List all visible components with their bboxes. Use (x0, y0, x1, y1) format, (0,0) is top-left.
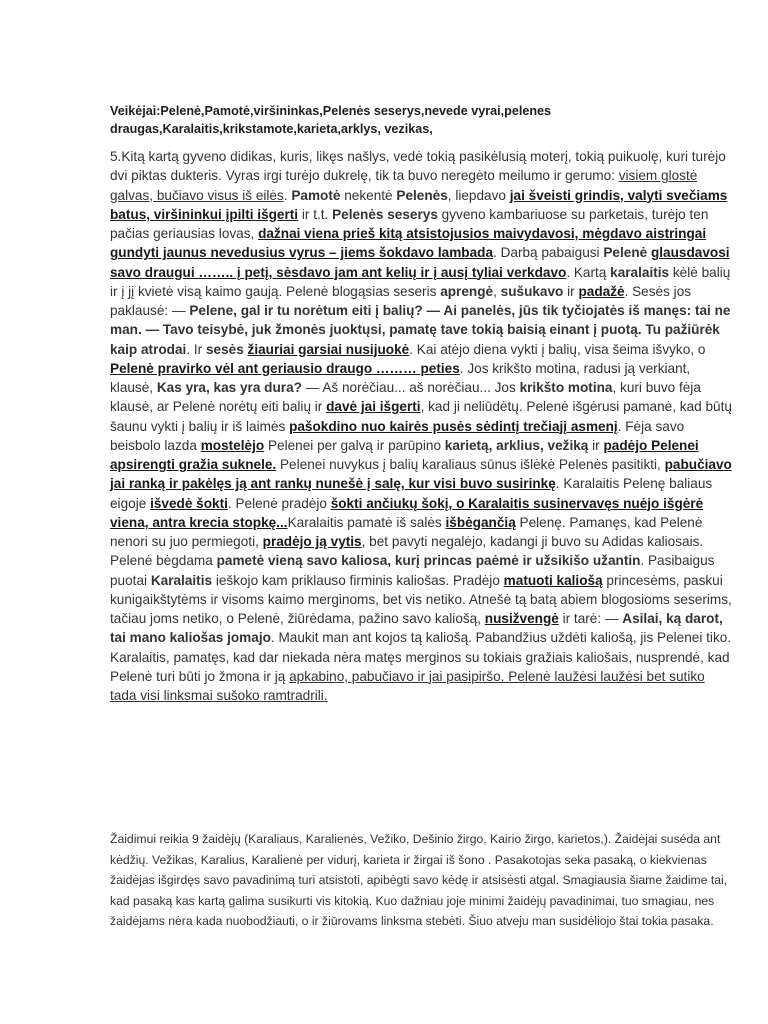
story-run: , kad ji neliūdėtų. Pelenė išgėrusi pamanė, kad būtų šaunu vykti į balių ir iš laimės (110, 399, 732, 434)
story-run: glausdavosi savo draugui …….. į petį, sėsdavo jam ant kelių ir į ausį tyliai verkdavo (110, 245, 730, 280)
story-run: . Ir (186, 341, 206, 357)
story-run: Pelenės (396, 187, 448, 203)
story-run: . (283, 187, 292, 203)
story-run: . Maukit man ant kojos tą kaliošą. Pabandžius uždėti kaliošą, jis Pelenei tiko. Karalaitis, pamatęs, kad dar niekada nėra matęs merginos su tokiais gražiais kaliošais, nusprendė, kad Pelenė turi būti jo žmona ir ją (110, 630, 732, 684)
story-run: ir (588, 437, 604, 453)
story-run: sesės (205, 341, 244, 357)
story-run: . Sesės jos paklausė: — (110, 283, 692, 318)
story-run: . Karalaitis Pelenę baliaus eigoje (110, 476, 713, 511)
story-run: šokti ančiukų šokį, o Karalaitis susinervavęs nuėjo išgėrė viena, antra krecia stopkę... (110, 495, 704, 530)
story-run: , bet pavyti negalėjo, kadangi ji buvo su Adidas kaliosais. Pelenė bėgdama (110, 534, 704, 569)
story-run: Asilai, ką darot, tai mano kaliošas jomajo (110, 611, 723, 646)
story-run: ir tarė: — (558, 611, 623, 626)
story-run: . Darbą pabaigusi (493, 245, 604, 261)
story-run: kėlė balių ir į jį kvietė visą kaimo gaują. Pelenė blogąsias seseris (110, 264, 731, 299)
story-run: Pelenę. Pamanęs, kad Pelenė nenori su juo permiegoti, (110, 514, 703, 549)
story-run: nekentė (340, 187, 397, 203)
story-run: mostelėjo (200, 437, 265, 453)
story-run: ir (563, 283, 579, 299)
story-run: , kuri buvo fėja klausė, ar Pelenė norėtų eiti balių ir (110, 380, 701, 415)
story-run: davė jai išgerti (326, 399, 421, 415)
story-run: pametė vieną savo kaliosa, kurį princas paėmė ir užsikišo užantin (216, 553, 641, 569)
story-run: . Kai atėjo diena vykti į balių, visa šeima išvyko, o (409, 341, 706, 357)
story-run: Pelenė (603, 245, 648, 261)
story-run: sušukavo (500, 283, 564, 299)
story-run: gyveno kambariuose su parketais, turėjo ten pačias geriausias lovas, (110, 206, 709, 241)
characters-heading: Veikėjai:Pelenė,Pamotė,viršininkas,Pelenės seserys,nevede vyrai,pelenes draugas,Karalaitis,krikstamote,karieta,arklys, vezikas, (110, 104, 552, 136)
story-run: Pelene, gal ir tu norėtum eiti į balių? — Ai panelės, jūs tik tyčiojatės iš manęs: tai ne man. — Tavo teisybė, juk žmonės juoktųsi, pamatę tave tokią baisią einant į puotą. Tu pažiūrėk kaip atrodai (110, 303, 731, 357)
story-run: . Fėja savo beisbolo lazda (110, 418, 685, 453)
story-paragraph (110, 147, 732, 705)
story-run: nusižvengė (484, 611, 559, 626)
story-run: , liepdavo (447, 187, 510, 203)
story-run: ir t.t. (298, 206, 333, 222)
story-run: karalaitis (610, 264, 670, 280)
story-run: dažnai viena prieš kitą atsistojusios maivydavosi, mėgdavo aistringai gundyti jaunus nevedusius vyrus – jiems šokdavo lambada (110, 226, 707, 261)
story-run: padažė (578, 283, 625, 299)
story-run: žiauriai garsiai nusijuokė (247, 341, 410, 357)
story-run: Pelenės seserys (332, 206, 438, 222)
story-run: jai šveisti grindis, valyti svečiams batus, viršininkui įpilti išgerti (110, 187, 728, 222)
story-run: . Pelenė pradėjo (227, 495, 331, 511)
story-run: Pamotė (291, 187, 341, 203)
story-run: visiem glostė galvas, bučiavo visus iš eilės (110, 168, 698, 203)
story-run: Pelenei per galvą ir parūpino (264, 437, 445, 453)
story-run: pabučiavo jai ranką ir pakėlęs ją ant rankų nunešė į salę, kur visi buvo susirinkę (110, 457, 732, 492)
story-run: padėjo Pelenei apsirengti gražia suknele. (110, 437, 699, 472)
story-run: matuoti kaliošą (503, 572, 603, 588)
story-run: . Pasibaigus puotai (110, 553, 715, 588)
story-run: Karalaitis (150, 572, 213, 588)
story-run: apkabino, pabučiavo ir jai pasipiršo. Pelenė laužėsi laužėsi bet sutiko tada visi linksmai sušoko ramtradrili. (110, 668, 705, 703)
story-run: princesėms, paskui kunigaikštytėms ir visoms kaimo merginoms, bet vis netiko. Atnešė tą batą abiem blogosioms seserims, tačiau joms netiko, o Pelenė, žiūrėdama, pažino savo kaliošą, (110, 572, 732, 626)
story-run: aprengė (440, 283, 494, 299)
story-run: krikšto motina (519, 380, 613, 395)
game-rules-paragraph: Žaidimui reikia 9 žaidėjų (Karaliaus, Karalienės, Vežiko, Dešinio žirgo, Kairio žirgo, karietos,). Žaidėjai suséda ant kėdžių. Vežikas, Karalius, Karalienė per vidurį, karieta ir žirgai iš šono . Pasakotojas seka pasaką, o kiekvienas žaidėjas išgirdęs savo pavadinimą turi atsistoti, apibėgti savo kėdę ir atsisėsti atgal. Smagiausia šiame žaidime tai, kad pasaką kas kartą galima susikurti vis kitokią. Kuo dažniau joje minimi žaidėjų pavadinimai, tuo smagiau, nes žaidėjams nėra kada nuobodžiauti, o ir žiūrovams linksma stebėti. Šiuo atveju man susidėliojo štai tokia pasaka. (110, 832, 728, 929)
story-run: išvedė šokti (150, 495, 228, 511)
story-run: . Jos krikšto motina, radusi ją verkiant, klausė, (110, 360, 691, 395)
story-run: 5.Kitą kartą gyveno didikas, kuris, likęs našlys, vedė tokią pasikėlusią moterį, tokią puikuolę, kuri turėjo dvi piktas dukteris. Vyras irgi turėjo dukrelę, tik ta buvo neregėto meilumo ir gerumo: (110, 149, 726, 184)
story-run: , (493, 283, 501, 299)
story-run: pašokdino nuo kairės pusės sėdintį trečiajį asmenį (289, 418, 618, 434)
story-run: . Kartą (566, 264, 611, 280)
story-run: pradėjo ją vytis (262, 534, 362, 549)
story-run: Kas yra, kas yra dura? (156, 380, 302, 395)
story-run: Pelenė pravirko vėl ant geriausio draugo ……… peties (110, 360, 460, 376)
story-run: — Aš norėčiau... aš norėčiau... Jos (301, 380, 520, 395)
story-run: išbėgančią (445, 514, 516, 530)
story-run: karietą, arklius, vežiką (444, 437, 589, 453)
story-run: Pelenei nuvykus į balių karaliaus sūnus išlėkė Pelenės pasitikti, (276, 457, 665, 472)
story-run: ieškojo kam priklauso firminis kaliošas. Pradėjo (212, 572, 504, 588)
story-run: Karalaitis pamatė iš salės (287, 514, 446, 530)
